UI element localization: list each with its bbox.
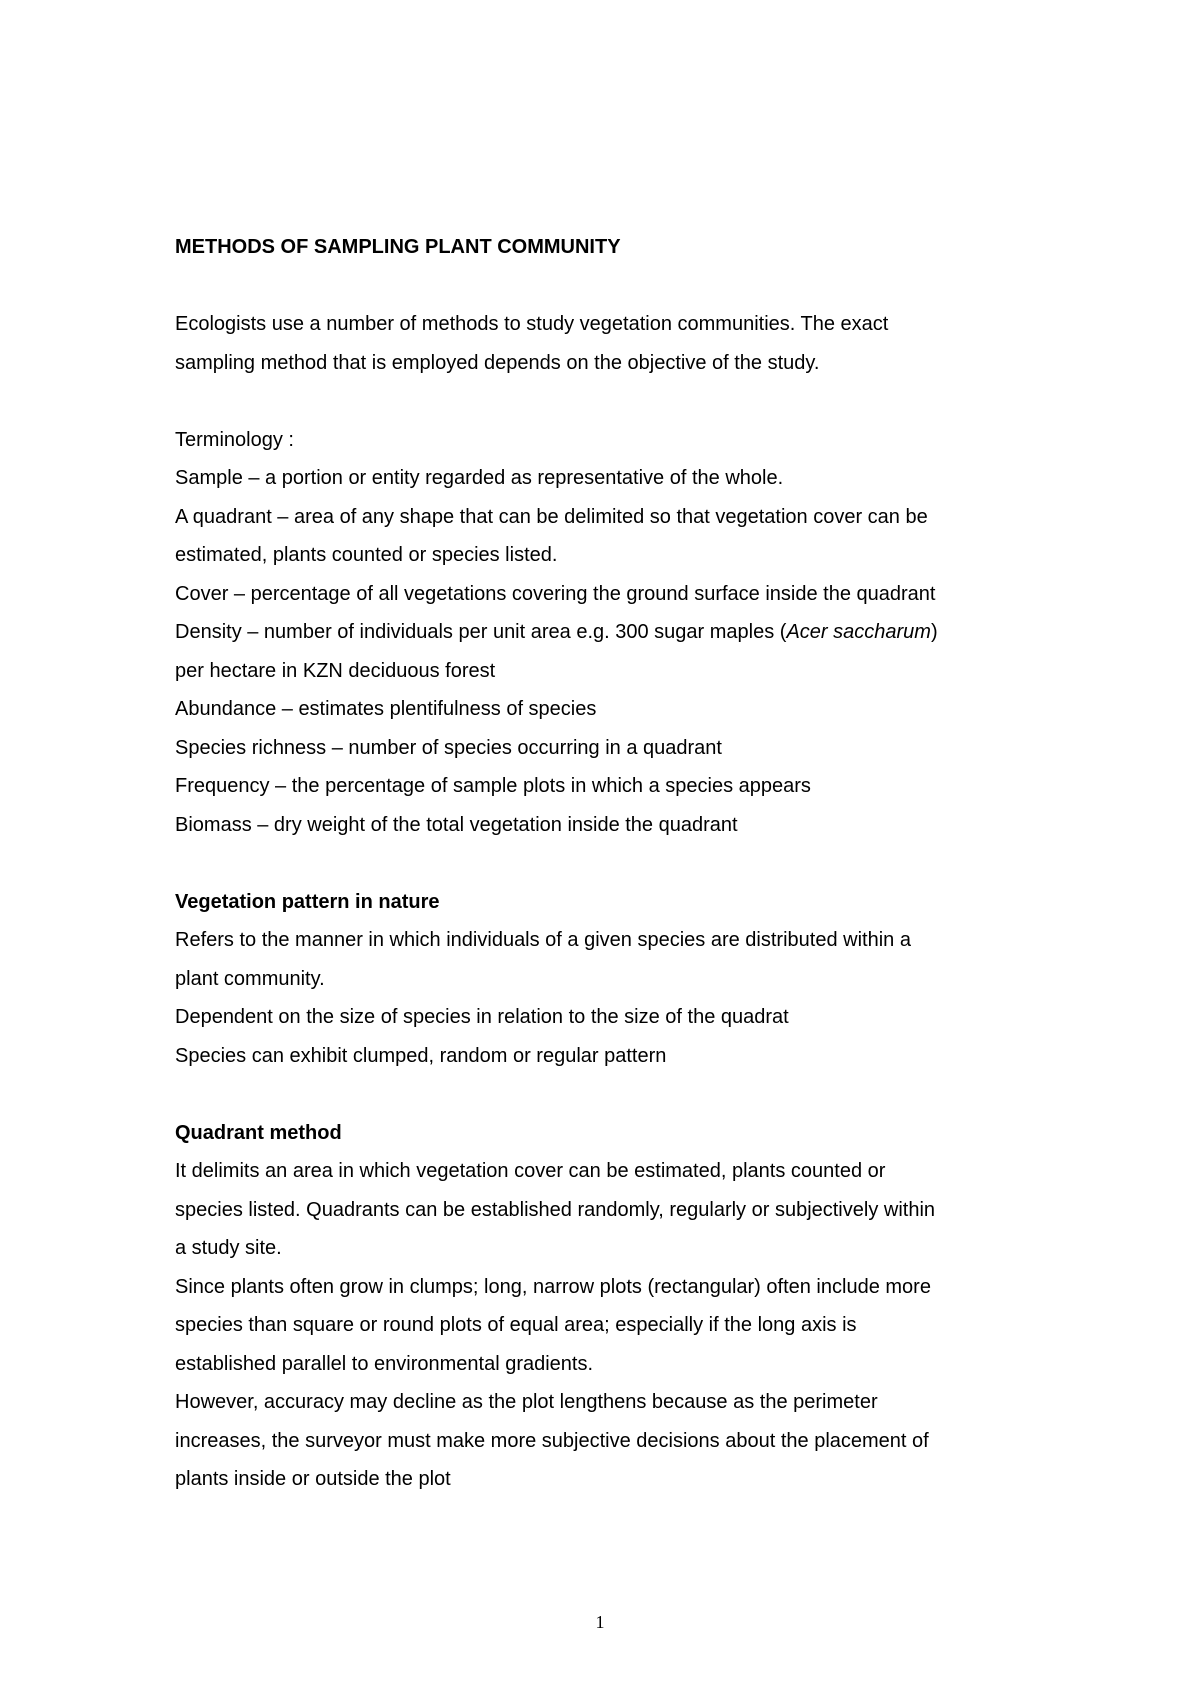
spacer bbox=[175, 1075, 1045, 1114]
terminology-heading: Terminology : bbox=[175, 428, 294, 451]
quadrant-method-line: Since plants often grow in clumps; long, narrow plots (rectangular) often include more bbox=[175, 1275, 931, 1298]
vegetation-pattern-line: Dependent on the size of species in relation to the size of the quadrat bbox=[175, 1006, 789, 1028]
terminology-line: Sample – a portion or entity regarded as representative of the whole. bbox=[175, 467, 784, 489]
quadrant-method-line: It delimits an area in which vegetation cover can be estimated, plants counted or bbox=[175, 1160, 886, 1182]
spacer bbox=[175, 382, 1045, 421]
spacer bbox=[175, 267, 1045, 306]
document-body bbox=[175, 228, 1045, 1499]
terminology-line: Frequency – the percentage of sample plots in which a species appears bbox=[175, 775, 811, 797]
density-text-before: Density – number of individuals per unit area e.g. 300 sugar maples ( bbox=[175, 621, 787, 643]
intro-line: Ecologists use a number of methods to study vegetation communities. The exact bbox=[175, 313, 889, 335]
terminology-density-line bbox=[175, 613, 1045, 652]
document-title: METHODS OF SAMPLING PLANT COMMUNITY bbox=[175, 236, 621, 258]
quadrant-method-line: species listed. Quadrants can be established randomly, regularly or subjectively within bbox=[175, 1198, 936, 1221]
terminology-line: per hectare in KZN deciduous forest bbox=[175, 659, 496, 682]
terminology-line: Abundance – estimates plentifulness of species bbox=[175, 698, 597, 720]
quadrant-method-line: increases, the surveyor must make more subjective decisions about the placement of bbox=[175, 1429, 929, 1452]
quadrant-method-line: a study site. bbox=[175, 1237, 282, 1259]
quadrant-method-heading: Quadrant method bbox=[175, 1121, 342, 1144]
vegetation-pattern-line: Refers to the manner in which individuals of a given species are distributed within a bbox=[175, 929, 911, 951]
species-scientific-name: Acer saccharum bbox=[786, 621, 931, 643]
terminology-line: Species richness – number of species occurring in a quadrant bbox=[175, 736, 722, 759]
quadrant-method-line: established parallel to environmental gradients. bbox=[175, 1352, 594, 1375]
vegetation-pattern-line: Species can exhibit clumped, random or regular pattern bbox=[175, 1044, 667, 1067]
spacer bbox=[175, 844, 1045, 883]
intro-line: sampling method that is employed depends on the objective of the study. bbox=[175, 351, 820, 374]
terminology-line: Biomass – dry weight of the total vegetation inside the quadrant bbox=[175, 813, 738, 836]
page-number: 1 bbox=[595, 1612, 605, 1632]
terminology-line: estimated, plants counted or species listed. bbox=[175, 544, 558, 566]
quadrant-method-line: plants inside or outside the plot bbox=[175, 1468, 451, 1490]
vegetation-pattern-heading: Vegetation pattern in nature bbox=[175, 890, 440, 913]
terminology-line: Cover – percentage of all vegetations covering the ground surface inside the quadrant bbox=[175, 582, 936, 605]
vegetation-pattern-line: plant community. bbox=[175, 967, 325, 990]
density-text-after: ) bbox=[930, 621, 938, 643]
quadrant-method-line: species than square or round plots of equal area; especially if the long axis is bbox=[175, 1314, 857, 1336]
terminology-line: A quadrant – area of any shape that can be delimited so that vegetation cover can be bbox=[175, 505, 928, 528]
quadrant-method-line: However, accuracy may decline as the plot lengthens because as the perimeter bbox=[175, 1391, 878, 1413]
